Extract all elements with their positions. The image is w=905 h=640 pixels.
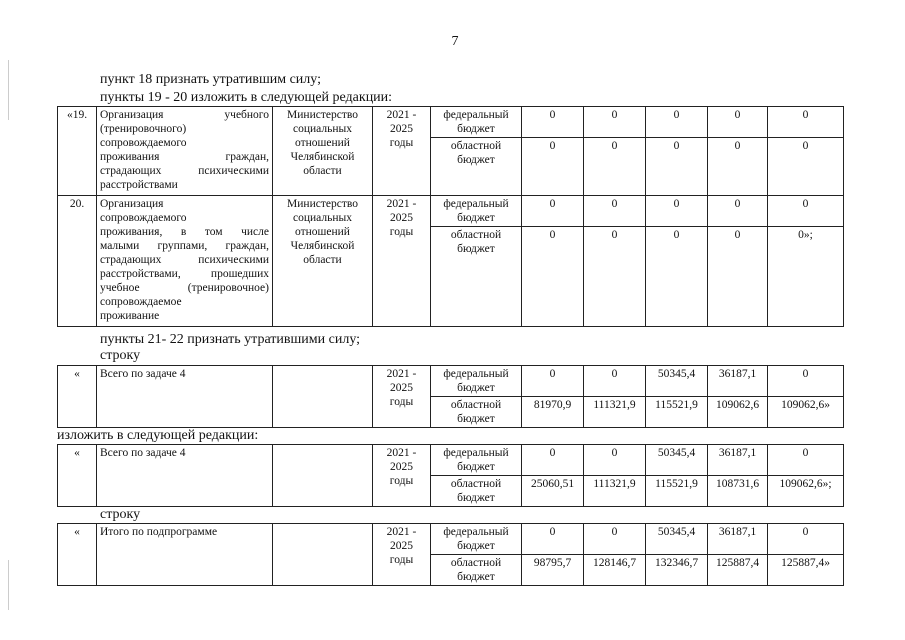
value-cell: 0 (522, 366, 584, 397)
budget-label-federal: федеральный бюджет (431, 524, 522, 555)
scan-edge-mark (8, 60, 9, 120)
table-row (58, 366, 844, 397)
value-cell: 111321,9 (584, 397, 646, 428)
quote-mark: « (58, 524, 97, 586)
responsible-ministry (273, 445, 373, 507)
row-number: 20. (58, 196, 97, 327)
value-cell: 0 (584, 227, 646, 327)
value-cell: 0 (522, 107, 584, 138)
value-cell: 0 (646, 138, 708, 196)
value-cell: 0 (584, 196, 646, 227)
row-number: «19. (58, 107, 97, 196)
table-row (58, 107, 844, 138)
value-cell: 109062,6» (768, 397, 844, 428)
value-cell: 0 (768, 445, 844, 476)
value-cell: 0 (522, 227, 584, 327)
value-cell: 0 (708, 107, 768, 138)
budget-label-regional: областной бюджет (431, 397, 522, 428)
budget-label-federal: федеральный бюджет (431, 196, 522, 227)
years: 2021 - 2025 годы (373, 107, 431, 196)
value-cell: 132346,7 (646, 555, 708, 586)
budget-label-federal: федеральный бюджет (431, 107, 522, 138)
value-cell: 0 (584, 445, 646, 476)
value-cell: 0 (708, 227, 768, 327)
item-name: Всего по задаче 4 (97, 366, 273, 428)
value-cell: 50345,4 (646, 524, 708, 555)
table-row (58, 196, 844, 227)
value-cell: 81970,9 (522, 397, 584, 428)
text-line: строку (100, 348, 141, 363)
responsible-ministry (273, 524, 373, 586)
scan-edge-mark (8, 560, 9, 610)
value-cell: 36187,1 (708, 524, 768, 555)
text-line: изложить в следующей редакции: (57, 428, 259, 443)
item-name: Итого по подпрограмме (97, 524, 273, 586)
years: 2021 - 2025 годы (373, 445, 431, 507)
text-line: строку (100, 507, 141, 522)
table-total-task4-old (57, 365, 844, 428)
value-cell: 0 (708, 138, 768, 196)
value-cell: 25060,51 (522, 476, 584, 507)
quote-mark: « (58, 366, 97, 428)
responsible-ministry: Министерство социальных отношений Челябинской области (273, 107, 373, 196)
table-total-task4-new (57, 444, 844, 507)
page-number: 7 (451, 34, 459, 49)
budget-label-regional: областной бюджет (431, 227, 522, 327)
budget-label-regional: областной бюджет (431, 138, 522, 196)
value-cell: 0 (584, 107, 646, 138)
value-cell: 0 (646, 196, 708, 227)
item-name: Организация сопровождаемого проживания, в том числе малыми группами, граждан, страдающих психическими расстройствами, прошедших учебное (тренировочное) сопровождаемое проживание (97, 196, 273, 327)
value-cell: 0»; (768, 227, 844, 327)
value-cell: 109062,6»; (768, 476, 844, 507)
budget-label-regional: областной бюджет (431, 476, 522, 507)
value-cell: 0 (584, 524, 646, 555)
item-name: Всего по задаче 4 (97, 445, 273, 507)
quote-mark: « (58, 445, 97, 507)
value-cell: 108731,6 (708, 476, 768, 507)
value-cell: 0 (522, 445, 584, 476)
value-cell: 0 (768, 366, 844, 397)
value-cell: 0 (584, 138, 646, 196)
years: 2021 - 2025 годы (373, 524, 431, 586)
table-items-19-20 (57, 106, 844, 327)
value-cell: 50345,4 (646, 366, 708, 397)
responsible-ministry: Министерство социальных отношений Челябинской области (273, 196, 373, 327)
value-cell: 98795,7 (522, 555, 584, 586)
table-row (58, 524, 844, 555)
value-cell: 128146,7 (584, 555, 646, 586)
value-cell: 0 (768, 107, 844, 138)
value-cell: 0 (584, 366, 646, 397)
years: 2021 - 2025 годы (373, 366, 431, 428)
value-cell: 0 (768, 196, 844, 227)
value-cell: 0 (646, 227, 708, 327)
value-cell: 109062,6 (708, 397, 768, 428)
value-cell: 115521,9 (646, 397, 708, 428)
value-cell: 36187,1 (708, 445, 768, 476)
value-cell: 0 (646, 107, 708, 138)
value-cell: 0 (522, 524, 584, 555)
table-row (58, 445, 844, 476)
years: 2021 - 2025 годы (373, 196, 431, 327)
value-cell: 115521,9 (646, 476, 708, 507)
text-line: пункты 19 - 20 изложить в следующей редакции: (100, 90, 393, 105)
value-cell: 0 (522, 138, 584, 196)
value-cell: 0 (768, 524, 844, 555)
table-total-subprogram (57, 523, 844, 586)
value-cell: 36187,1 (708, 366, 768, 397)
responsible-ministry (273, 366, 373, 428)
budget-label-federal: федеральный бюджет (431, 445, 522, 476)
text-line: пункты 21- 22 признать утратившими силу; (100, 332, 361, 347)
value-cell: 125887,4 (708, 555, 768, 586)
value-cell: 111321,9 (584, 476, 646, 507)
budget-label-regional: областной бюджет (431, 555, 522, 586)
budget-label-federal: федеральный бюджет (431, 366, 522, 397)
value-cell: 0 (522, 196, 584, 227)
value-cell: 0 (768, 138, 844, 196)
value-cell: 50345,4 (646, 445, 708, 476)
item-name: Организация учебного (тренировочного) сопровождаемого проживания граждан, страдающих психическими расстройствами (97, 107, 273, 196)
text-line: пункт 18 признать утратившим силу; (100, 72, 321, 87)
value-cell: 0 (708, 196, 768, 227)
value-cell: 125887,4» (768, 555, 844, 586)
